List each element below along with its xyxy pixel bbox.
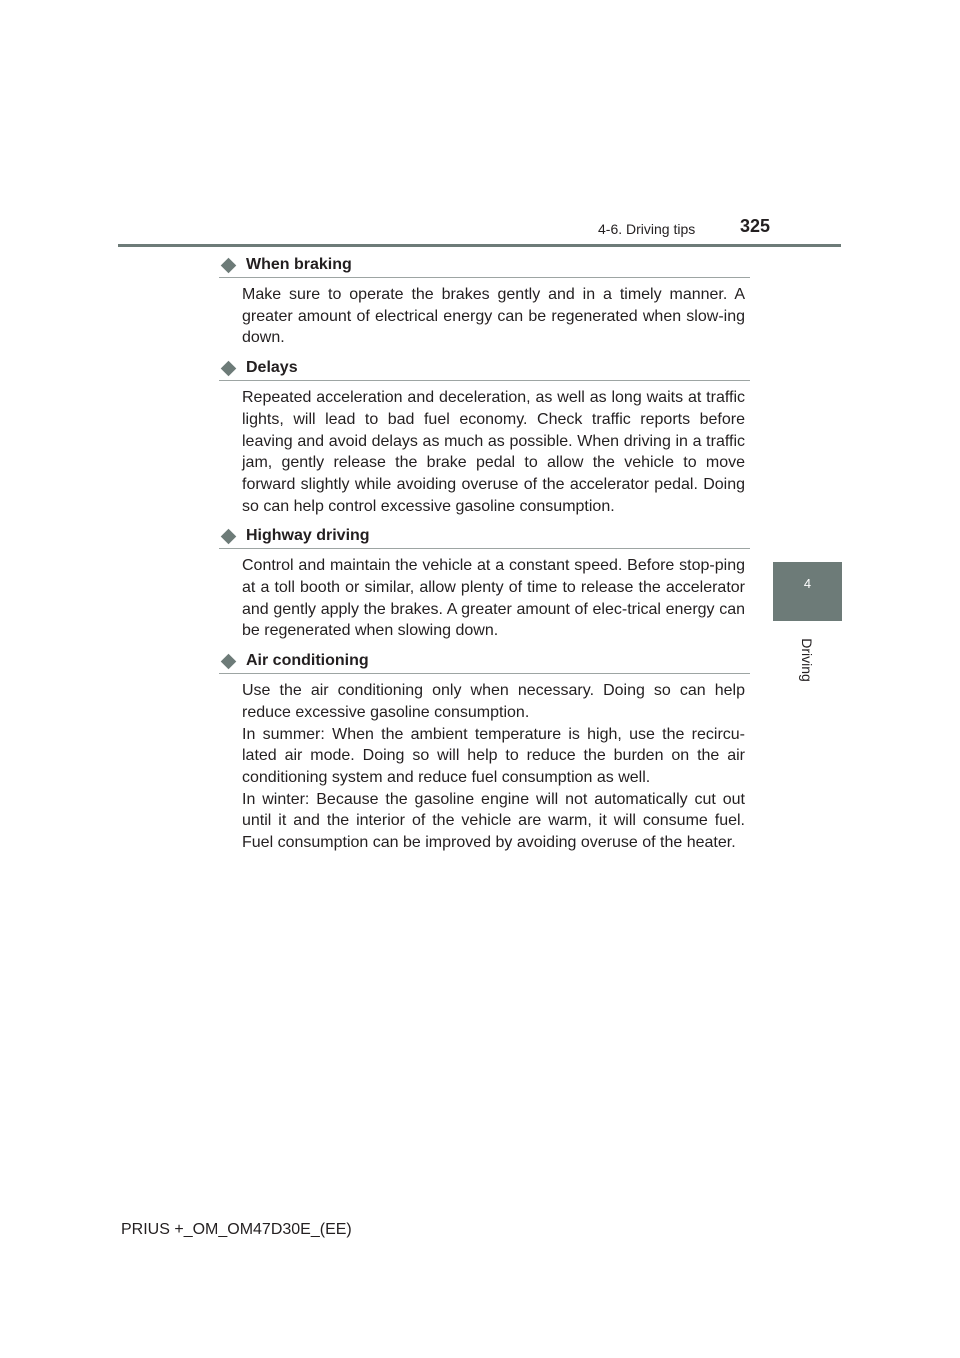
page-number: 325: [740, 216, 771, 236]
paragraph: Repeated acceleration and deceleration, as well as long waits at traffic lights, will lead to bad fuel economy. Check traffic reports before leaving and avoid delays as much as possible. When driving in a traffic jam, gently release the brake pedal to allow the vehicle to move forward slightly while avoiding overuse of the accelerator pedal. Doing so can help control excessive gasoline consumption.: [242, 389, 745, 515]
paragraph: In winter: Because the gasoline engine will not automatically cut out until it and the interior of the vehicle are warm, it will consume fuel. Fuel consumption can be improved by avoiding overuse of the heater.: [242, 790, 745, 852]
section-heading-text: Delays: [246, 359, 298, 377]
section-heading: [219, 253, 750, 278]
chapter-tab: [773, 562, 842, 621]
section-body: [242, 555, 745, 642]
diamond-bullet-icon: [221, 360, 237, 376]
paragraph: Make sure to operate the brakes gently and in a timely manner. A greater amount of electrical energy can be regenerated when slow-ing down.: [242, 286, 745, 347]
header-divider: [118, 244, 841, 247]
header-section-title: 4-6. Driving tips: [598, 221, 696, 237]
chapter-label: Driving: [799, 638, 815, 682]
diamond-bullet-icon: [221, 653, 237, 669]
diamond-bullet-icon: [221, 529, 237, 545]
section-delays: [219, 356, 750, 517]
paragraph: In summer: When the ambient temperature is high, use the recircu-lated air mode. Doing so will help to reduce the burden on the air conditioning system and reduce fuel consumption as well.: [242, 725, 745, 786]
paragraph: Use the air conditioning only when necessary. Doing so can help reduce excessive gasoline consumption.: [242, 682, 745, 721]
main-content: [219, 253, 750, 861]
section-heading-text: Air conditioning: [246, 652, 369, 670]
section-when-braking: [219, 253, 750, 349]
section-heading: [219, 356, 750, 381]
section-air-conditioning: [219, 649, 750, 854]
paragraph: Control and maintain the vehicle at a constant speed. Before stop-ping at a toll booth or similar, allow plenty of time to release the accelerator and gently apply the brakes. A greater amount of elec-trical energy can be regenerated when slowing down.: [242, 557, 745, 640]
section-body: [242, 680, 745, 854]
document-code: PRIUS +_OM_OM47D30E_(EE): [121, 1221, 352, 1238]
section-body: [242, 284, 745, 349]
section-heading: [219, 524, 750, 549]
chapter-number: 4: [803, 576, 812, 591]
section-highway-driving: [219, 524, 750, 642]
section-heading: [219, 649, 750, 674]
section-body: [242, 387, 745, 517]
section-heading-text: When braking: [246, 256, 352, 273]
section-heading-text: Highway driving: [246, 527, 370, 545]
diamond-bullet-icon: [221, 257, 237, 273]
